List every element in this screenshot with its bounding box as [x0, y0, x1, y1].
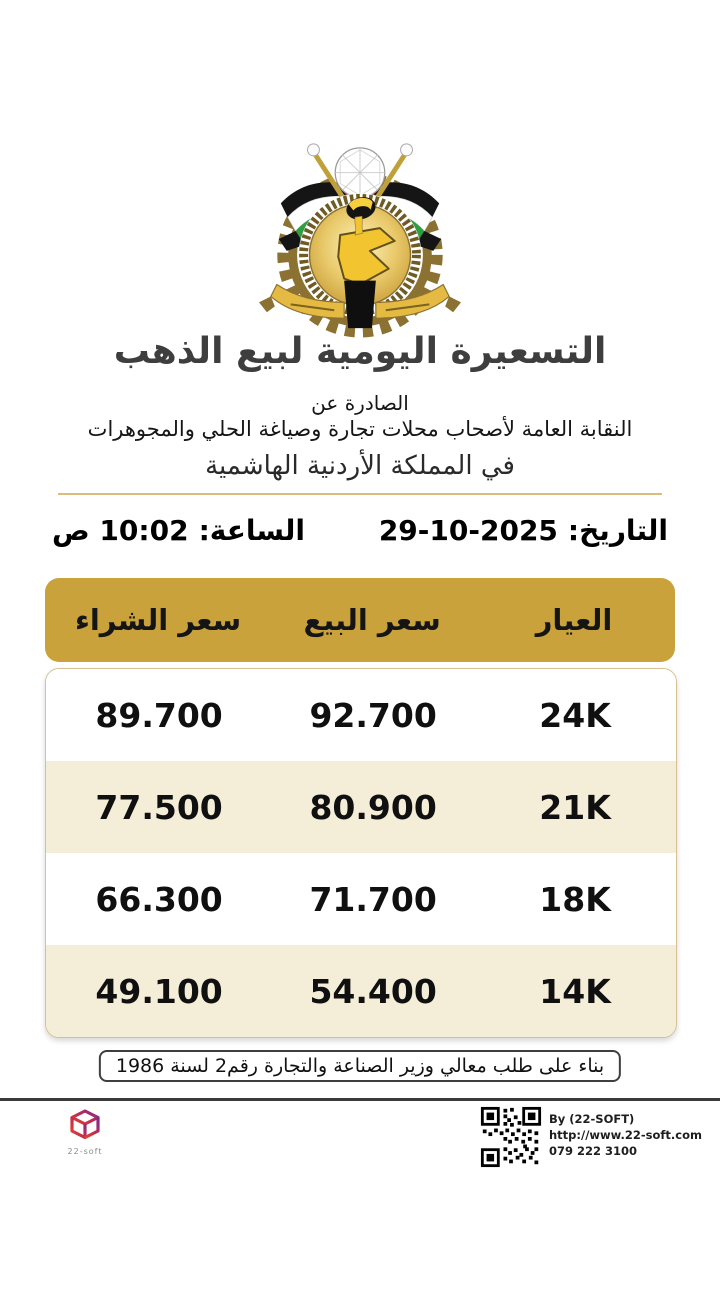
table-row	[46, 761, 676, 853]
software-logo	[55, 1108, 115, 1156]
table-row	[46, 669, 676, 761]
sell-price-cell: 54.400	[309, 971, 437, 1011]
buy-price-cell: 77.500	[95, 787, 223, 827]
col-header-karat: العيار	[535, 603, 613, 637]
karat-cell: 14K	[539, 971, 611, 1011]
ministerial-note: بناء على طلب معالي وزير الصناعة والتجارة رقم2 لسنة 1986	[99, 1050, 621, 1082]
footer-rule	[0, 1098, 720, 1101]
table-row	[46, 945, 676, 1037]
table-header-row	[45, 578, 675, 662]
country-line: في المملكة الأردنية الهاشمية	[205, 451, 515, 481]
col-header-sell: سعر البيع	[303, 603, 441, 637]
karat-cell: 18K	[539, 879, 611, 919]
software-credit	[480, 1106, 702, 1168]
time-label: الساعة:	[198, 514, 305, 547]
credit-by: By (22-SOFT)	[548, 1112, 635, 1126]
karat-cell: 21K	[539, 787, 611, 827]
union-emblem	[251, 136, 469, 342]
issued-by-label: الصادرة عن	[311, 391, 409, 415]
credit-phone: 079 222 3100	[548, 1144, 638, 1158]
time-value: 10:02 ص	[52, 514, 189, 547]
price-table-body	[45, 668, 677, 1038]
table-row	[46, 853, 676, 945]
date-field	[379, 514, 668, 547]
date-label: التاريخ:	[567, 514, 668, 547]
time-field	[52, 514, 305, 547]
credit-text-block	[549, 1112, 702, 1158]
col-header-buy: سعر الشراء	[75, 603, 242, 637]
cube-logo-icon	[65, 1108, 105, 1142]
karat-cell: 24K	[539, 695, 611, 735]
qr-code	[480, 1106, 542, 1168]
buy-price-cell: 89.700	[95, 695, 223, 735]
credit-url: http://www.22-soft.com	[548, 1128, 702, 1142]
logo-caption: 22-soft	[67, 1147, 103, 1156]
union-emblem-graphic	[251, 136, 469, 338]
sell-price-cell: 92.700	[309, 695, 437, 735]
page-title: التسعيرة اليومية لبيع الذهب	[113, 331, 607, 372]
date-time-row	[52, 514, 668, 547]
issuer-name: النقابة العامة لأصحاب محلات تجارة وصياغة الحلي والمجوهرات	[87, 417, 633, 441]
date-value: 29-10-2025	[378, 514, 558, 547]
faceted-gem-icon	[335, 148, 385, 198]
sell-price-cell: 80.900	[309, 787, 437, 827]
sell-price-cell: 71.700	[309, 879, 437, 919]
buy-price-cell: 66.300	[95, 879, 223, 919]
gold-divider	[58, 493, 662, 495]
buy-price-cell: 49.100	[95, 971, 223, 1011]
